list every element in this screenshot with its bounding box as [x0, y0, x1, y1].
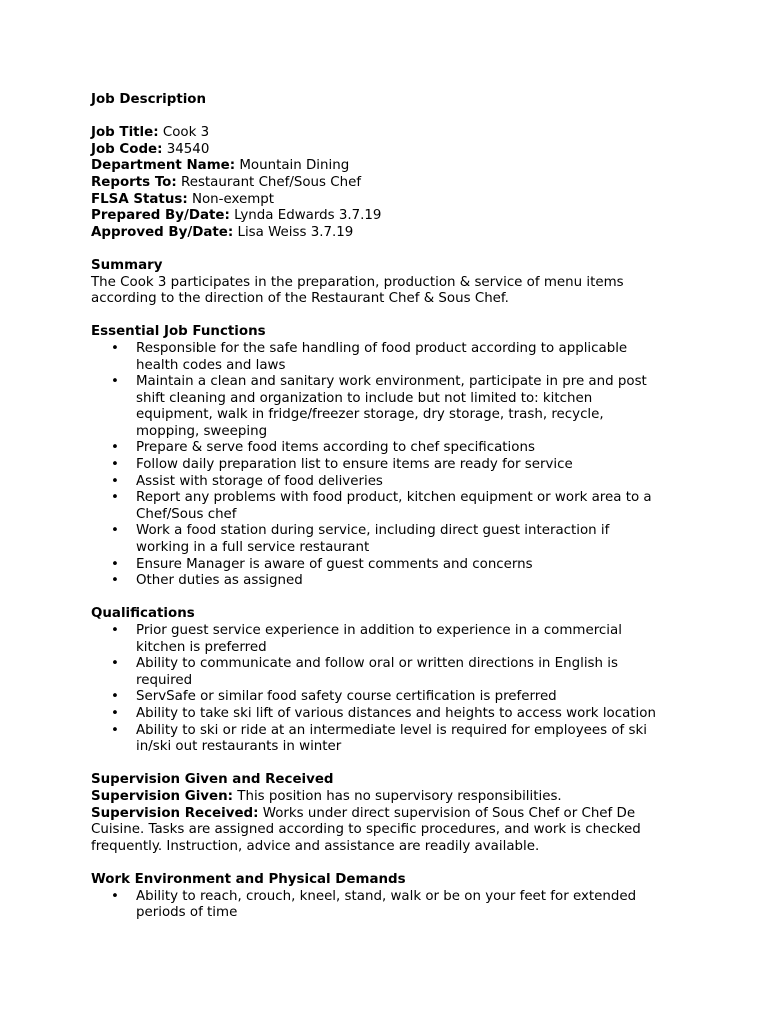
bullet-icon: •	[111, 722, 119, 738]
list-item: • Ability to take ski lift of various distances and heights to access work location	[111, 705, 656, 721]
field-reports-to: Reports To: Restaurant Chef/Sous Chef	[91, 174, 362, 190]
qualifications-list	[91, 623, 691, 756]
list-item: • Assist with storage of food deliveries	[111, 473, 383, 489]
bullet-icon: •	[111, 705, 119, 721]
bullet-icon: •	[111, 689, 119, 705]
bullet-icon: •	[111, 573, 119, 589]
supervision-received-line: frequently. Instruction, advice and assistance are readily available.	[91, 838, 540, 854]
work-environment-heading: Work Environment and Physical Demands	[91, 871, 406, 887]
summary-section	[91, 258, 691, 308]
field-flsa-status: FLSA Status: Non-exempt	[91, 191, 275, 207]
bullet-icon: •	[111, 340, 119, 356]
supervision-section	[91, 772, 691, 855]
qualifications-section	[91, 606, 691, 755]
essential-functions-section	[91, 324, 691, 590]
field-job-title: Job Title: Cook 3	[91, 125, 210, 141]
list-item: • Follow daily preparation list to ensure items are ready for service	[111, 457, 573, 473]
bullet-icon: •	[111, 374, 119, 390]
summary-text-line: The Cook 3 participates in the preparation, production & service of menu items	[91, 274, 624, 290]
list-item: • Ensure Manager is aware of guest comments and concerns	[111, 556, 533, 572]
bullet-icon: •	[111, 623, 119, 638]
bullet-icon: •	[111, 656, 119, 672]
list-item: • Work a food station during service, including direct guest interaction if working in a full service restaurant	[111, 523, 610, 556]
bullet-icon: •	[111, 440, 119, 456]
summary-text-line: according to the direction of the Restaurant Chef & Sous Chef.	[91, 291, 509, 307]
list-item: • Ability to communicate and follow oral or written directions in English is required	[111, 656, 618, 688]
list-item: • Other duties as assigned	[111, 573, 303, 589]
supervision-received-line: Cuisine. Tasks are assigned according to specific procedures, and work is checked	[91, 822, 641, 838]
supervision-heading: Supervision Given and Received	[91, 772, 334, 788]
qualifications-heading: Qualifications	[91, 606, 195, 622]
job-fields	[91, 125, 691, 241]
job-description-document	[91, 92, 691, 922]
bullet-icon: •	[111, 457, 119, 473]
list-item: • Responsible for the safe handling of food product according to applicable health codes and laws	[111, 340, 628, 373]
list-item: • Ability to ski or ride at an intermediate level is required for employees of ski in/ski out restaurants in winter	[111, 722, 647, 755]
field-prepared-by: Prepared By/Date: Lynda Edwards 3.7.19	[91, 208, 382, 224]
list-item: • Report any problems with food product, kitchen equipment or work area to a Chef/Sous chef	[111, 490, 652, 522]
supervision-received: Supervision Received: Works under direct supervision of Sous Chef or Chef De	[91, 805, 636, 821]
bullet-icon: •	[111, 888, 119, 904]
bullet-icon: •	[111, 523, 119, 539]
summary-heading: Summary	[91, 257, 163, 273]
list-item: • Prepare & serve food items according to chef specifications	[111, 440, 535, 456]
list-item: • ServSafe or similar food safety course certification is preferred	[111, 689, 557, 705]
bullet-icon: •	[111, 490, 119, 506]
supervision-given: Supervision Given: This position has no supervisory responsibilities.	[91, 788, 562, 804]
bullet-icon: •	[111, 556, 119, 572]
field-job-code: Job Code: 34540	[91, 141, 210, 157]
document-title: Job Description	[91, 92, 207, 107]
list-item: • Maintain a clean and sanitary work environment, participate in pre and post shift cleaning and organization to include but not limited to: kitchen equipment, walk in fridge/freezer storage, dry storage, trash, recycle, mopping, sweeping	[111, 374, 647, 439]
work-environment-list	[91, 889, 691, 922]
field-department-name: Department Name: Mountain Dining	[91, 158, 350, 174]
list-item: • Ability to reach, crouch, kneel, stand, walk or be on your feet for extended periods of time	[111, 888, 637, 921]
bullet-icon: •	[111, 473, 119, 489]
field-approved-by: Approved By/Date: Lisa Weiss 3.7.19	[91, 224, 354, 240]
essential-functions-list	[91, 341, 691, 590]
list-item: • Prior guest service experience in addition to experience in a commercial kitchen is preferred	[111, 623, 622, 655]
essential-functions-heading: Essential Job Functions	[91, 324, 266, 340]
work-environment-section	[91, 872, 691, 922]
